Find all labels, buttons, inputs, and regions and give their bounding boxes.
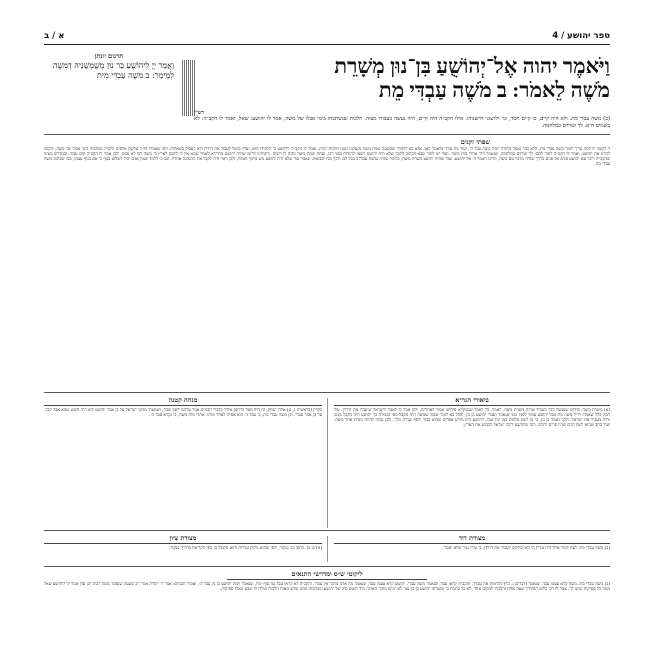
- biurei-hagra-title: ביאורי הגר״א: [334, 396, 610, 406]
- metzudat-david-section: [334, 534, 610, 566]
- targum-text: וַאֲמַר יְיָ לִיהוֹשֻׁעַ בַּר נוּן מְשֻׁמְשָׁנֵיהּ דְמשֶׁה לְמֵימַר: ב משֶׁה עַבְדִּי מִית: [52, 61, 174, 80]
- rashi-text: (ב) משה עבדי מת. ולא היה קיים, כו קיים חסד, וגו׳ ולרצוני דרשנוהו. אילו הקב״ה היה קיים, היה נעשה בעבורו מצוה. הלכות שנשתכחו בימי אבלו של משה, אמר לו יהושע: שאל, ואמר לו הקב״ה: לא בשמים היא. לך וטרדם במלחמה.: [194, 116, 610, 129]
- metzudat-tzion-title: מצודת ציון: [44, 534, 322, 544]
- targum-title: תרגום יונתן: [94, 52, 124, 60]
- biurei-hagra-text: (א) משרת משה. פירוש שנעשה לבד בשביל שהיה משרת משה. לאמר. כל לאמר שבמקרא פירושו אמור לאחרים, ולכן אמר לו לאמר לישראל שיעברו את הירדן. עוד תקון כלל שאמרו רז״ל משה מת אבל יהושע עומד לפניו כמו שנאמר ועבדי יהושע בן נון, והכל בא לומר שכמו שמשה היה מקבל מפי הגבורה כך יהושע היה מקבל ממנו והיה מעביר את ישראל. ולכך נאמר בן נון, כי נון לשון מלכות כמו ינון שמו, ויהושע היה מזרע אפרים שהוא בכור ויוסף שהיה מלך, ולכן נבחר להיות מנהיג אחר משה. ועוד כתב שהוא לשון דגים שהיו פרים ורבים, רמז שיהושע ירבה ישראל ויכבוש את הארץ.: [334, 408, 610, 429]
- metzudat-tzion-section: [44, 534, 322, 566]
- chapter-label: א / ב: [44, 31, 65, 41]
- mincha-ketana-section: [44, 396, 322, 536]
- column-divider: [327, 398, 328, 528]
- ornamental-bars: [182, 60, 195, 116]
- book-title: ספר יהושע / 4: [552, 31, 610, 41]
- verse-line-2: מֹשֶׁה לֵאמֹר: ב מֹשֶׁה עַבְדִּי מֵת: [378, 78, 610, 102]
- rashi-tag: רש"י: [194, 110, 204, 116]
- running-header: [44, 30, 610, 45]
- shiftei-zkenim-title: שפתי זקנים: [460, 138, 490, 146]
- likutei-shas-text: (ב) משה עבדי מת. משה קרא עצמו עבד, שנאמר (דברים ג, כד) להראות את עבדך, והקב״ה קראו עבד, שנאמר משה עבדי. יהושע קרא עצמו עבד, שנאמר מה אדני מדבר אל עבדו, והקב״ה לא קראו עבד עד סוף ימיו, שנאמר וימת יהושע בן נון עבד ה׳. ואמרו חכמים: אמר ר׳ יהודה אמר רב בשעה שנפטר משה רבינו לגן עדן אמר לו ליהושע שאל ממני כל ספיקות שיש לך, אמר לו רבי כלום הנחתיך שעה אחת והלכתי למקום אחר, לא כך כתבת בי ומשרתו יהושע בן נון נער לא ימיש מתוך האהל. מיד תשש כחו של יהושע ונשתכחו ממנו שלש מאות הלכות ונולדו לו שבע מאות ספיקות.: [44, 582, 610, 593]
- page: [44, 30, 610, 634]
- rashi-section: [194, 110, 610, 129]
- metzudat-tzion-text: (א) בן נון. כתוב בני בנקוד, ולפי שהוא מלות זעירות והוא מקובל כן מפי הקריאה בהירך בנקוד.: [169, 546, 322, 551]
- mincha-ketana-title: מנחה קטנה: [44, 396, 322, 406]
- metzudat-david-text: (ב) משה עבדי מת. רצה לומר אילו היה עדיין חי לא יכולתם לעבור את הירדן, כי עליו נגזר שלא יעבור.: [442, 546, 610, 551]
- likutei-shas-title: ליקוטי ש״ס ומדרשי התנאים: [227, 570, 427, 580]
- verse-text: [199, 54, 610, 102]
- verse-line-1: וַיֹּאמֶר יהוה אֶל־יְהוֹשֻׁעַ בִּן־נוּן מְשָׁרֵת: [334, 54, 610, 78]
- targum-section: [44, 52, 174, 81]
- metzudat-david-title: מצודת דוד: [334, 534, 610, 544]
- shiftei-zkenim-section: [44, 138, 610, 387]
- mincha-ketana-text: בקרין (בראשית ג, ט) אלהי יצחק, זה היה מצד הרחמן אלהי בדברי חכמים אמר עלהם לשון שבח. ושמעתי מזקני ישראל על כן אמר יהושע ולא היה חשש שמא אבל קבל. על כן אמר עבדי. וכן משה עבדי מת, כי עבד ה׳ הוא אפילו לאחר מותו. אחרי מות משה, כי נקרא עבד ה׳.: [44, 408, 322, 419]
- shiftei-zkenim-text: ד דקשה לו למה צריך לומר משה עבדי מת, הלא כבר נאמר בתורה וימת משה עבד ה׳, ועוד מה צורך בלאמר כאן. אלא בא ללמדך שבשעה שמת משה נתעלמו ממנו הלכות רבות, ואמר לו הקב״ה ליהושע כי תלמידו הוא, ועליו מוטל לעבור את הירדן ולא לעסוק בשאלות. וזהו שאמרו חז״ל שלשת אלפים הלכות נשתכחו בימי אבלו של משה, ובקשו להרוג את יהושע, ואמר לו הקב״ה לומר להם: לך וטרדם במלחמה, שנאמר ויהי אחרי מות משה. ועוד יש לומר שבא הכתוב ללמד שלא היה יהושע רשאי להורות בפני רבו, ועתה שמת משה נתנה לו רשות. ורבותינו דרשו שהיה יהושע מתיירא לאמר שמא אין לי ליכנס לארץ כי משה רבו לא נכנס, ולכן אמר לו הקב״ה קום עבור. ובמדרש מצינו שהקב״ה דיבר עם יהושע פנים אל פנים כדרך שהיה מדבר עם משה, והיינו ויאמר ה׳ אל יהושע. ועוד שהיה יהושע משרת משה, כלומר שהיה עושה עבודתו בכל לבו ולכך זכה לנבואה. ונאמר עוד שלא היה יהושע מש מתוך האהל, ולכן ראוי היה לקבל את ההנהגה אחריו. וגם כי ללמד שאין אדם יכול לשלוט בגוף כי אם בגוף עצמו, כמו שכתוב משה עבדי מת.: [44, 147, 610, 168]
- divider: [44, 392, 610, 393]
- biurei-hagra-section: [334, 396, 610, 536]
- column-divider: [327, 536, 328, 562]
- divider: [44, 134, 610, 135]
- likutei-shas-section: [44, 570, 610, 638]
- divider: [44, 566, 610, 567]
- divider: [44, 530, 610, 531]
